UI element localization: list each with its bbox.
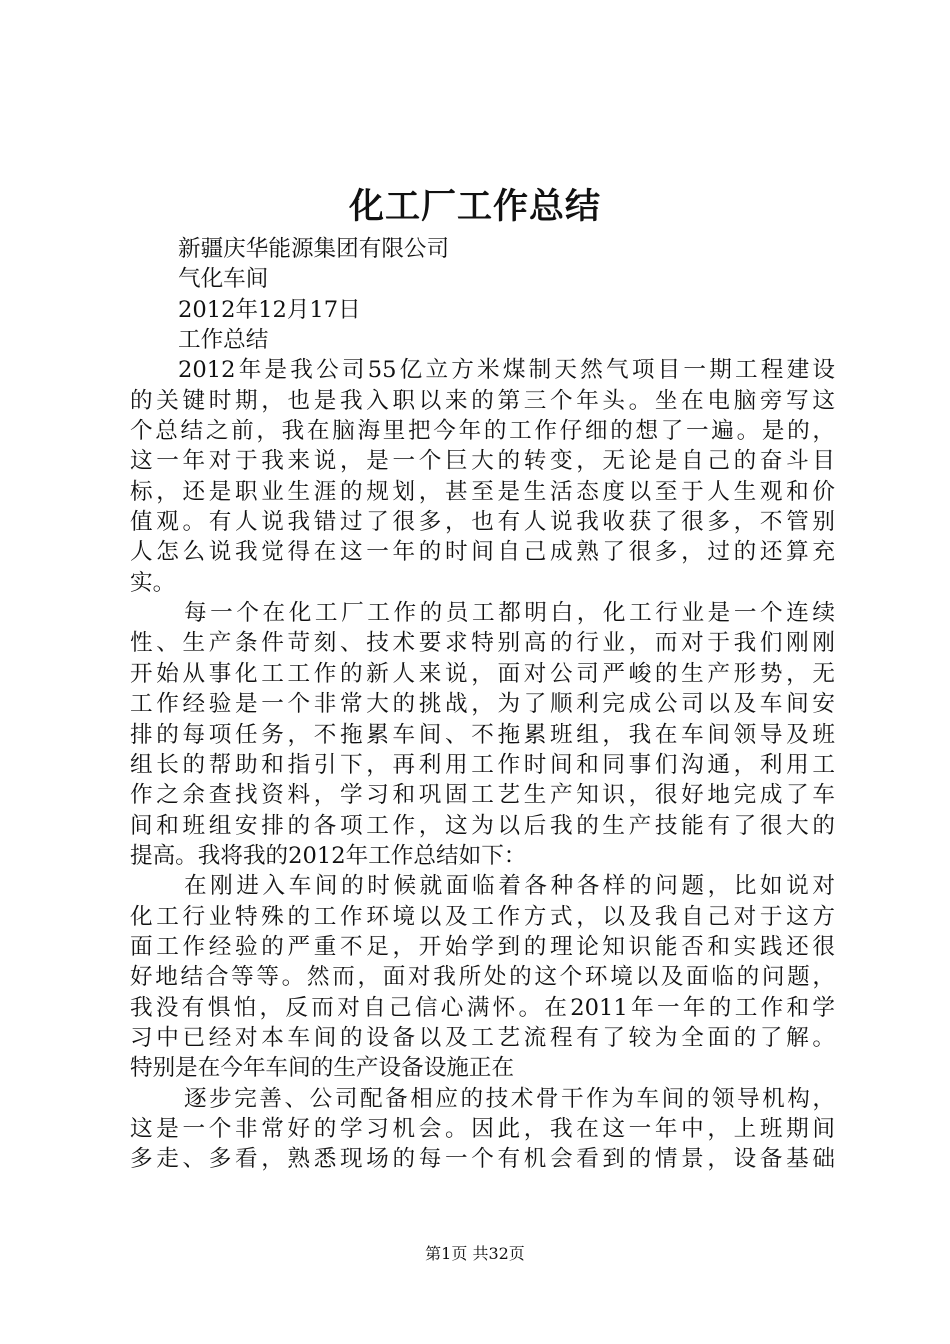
paragraph-line: 每一个在化工厂工作的员工都明白，化工行业是一个连续	[184, 600, 835, 627]
document-title: 化工厂工作总结	[348, 186, 601, 227]
paragraph-line: 面工作经验的严重不足，开始学到的理论知识能否和实践还很	[130, 933, 835, 960]
paragraph-line: 化工行业特殊的工作环境以及工作方式，以及我自己对于这方	[130, 903, 835, 930]
paragraph-line: 个总结之前，我在脑海里把今年的工作仔细的想了一遍。是的，	[130, 418, 835, 445]
paragraph-line: 开始从事化工工作的新人来说，面对公司严峻的生产形势，无	[130, 660, 835, 687]
paragraph-line: 在刚进入车间的时候就面临着各种各样的问题，比如说对	[184, 873, 835, 900]
paragraph-line: 值观。有人说我错过了很多，也有人说我收获了很多，不管别	[130, 509, 835, 536]
paragraph-line: 2012年是我公司55亿立方米煤制天然气项目一期工程建设	[178, 357, 835, 384]
paragraph-line: 人怎么说我觉得在这一年的时间自己成熟了很多，过的还算充	[130, 539, 835, 566]
header-line: 气化车间	[178, 266, 269, 293]
paragraph-line: 间和班组安排的各项工作，这为以后我的生产技能有了很大的	[130, 812, 835, 839]
paragraph-line: 特别是在今年车间的生产设备设施正在	[130, 1055, 515, 1082]
paragraph-line: 提高。我将我的2012年工作总结如下：	[130, 842, 527, 869]
paragraph-line: 排的每项任务，不拖累车间、不拖累班组，我在车间领导及班	[130, 721, 835, 748]
paragraph-line: 这一年对于我来说，是一个巨大的转变，无论是自己的奋斗目	[130, 448, 835, 475]
paragraph-line: 我没有惧怕，反而对自己信心满怀。在2011年一年的工作和学	[130, 994, 835, 1021]
paragraph-line: 作之余查找资料，学习和巩固工艺生产知识，很好地完成了车	[130, 782, 835, 809]
paragraph-line: 实。	[130, 569, 176, 596]
header-line: 2012年12月17日	[178, 296, 361, 323]
paragraph-line: 多走、多看，熟悉现场的每一个有机会看到的情景，设备基础	[130, 1146, 835, 1173]
paragraph-line: 组长的帮助和指引下，再利用工作时间和同事们沟通，利用工	[130, 751, 835, 778]
paragraph-line: 逐步完善、公司配备相应的技术骨干作为车间的领导机构，	[184, 1085, 835, 1112]
paragraph-line: 标，还是职业生涯的规划，甚至是生活态度以至于人生观和价	[130, 478, 835, 505]
document-body	[130, 234, 835, 1175]
paragraph-line: 这是一个非常好的学习机会。因此，我在这一年中，上班期间	[130, 1115, 835, 1142]
paragraph-line: 的关键时期，也是我入职以来的第三个年头。坐在电脑旁写这	[130, 387, 835, 414]
paragraph-line: 工作经验是一个非常大的挑战，为了顺利完成公司以及车间安	[130, 691, 835, 718]
header-line: 工作总结	[178, 327, 269, 354]
paragraph-line: 习中已经对本车间的设备以及工艺流程有了较为全面的了解。	[130, 1024, 835, 1051]
paragraph-line: 性、生产条件苛刻、技术要求特别高的行业，而对于我们刚刚	[130, 630, 835, 657]
header-line: 新疆庆华能源集团有限公司	[178, 236, 450, 262]
page-footer: 第1页 共32页	[425, 1244, 525, 1263]
paragraph-line: 好地结合等等。然而，面对我所处的这个环境以及面临的问题，	[130, 964, 835, 991]
